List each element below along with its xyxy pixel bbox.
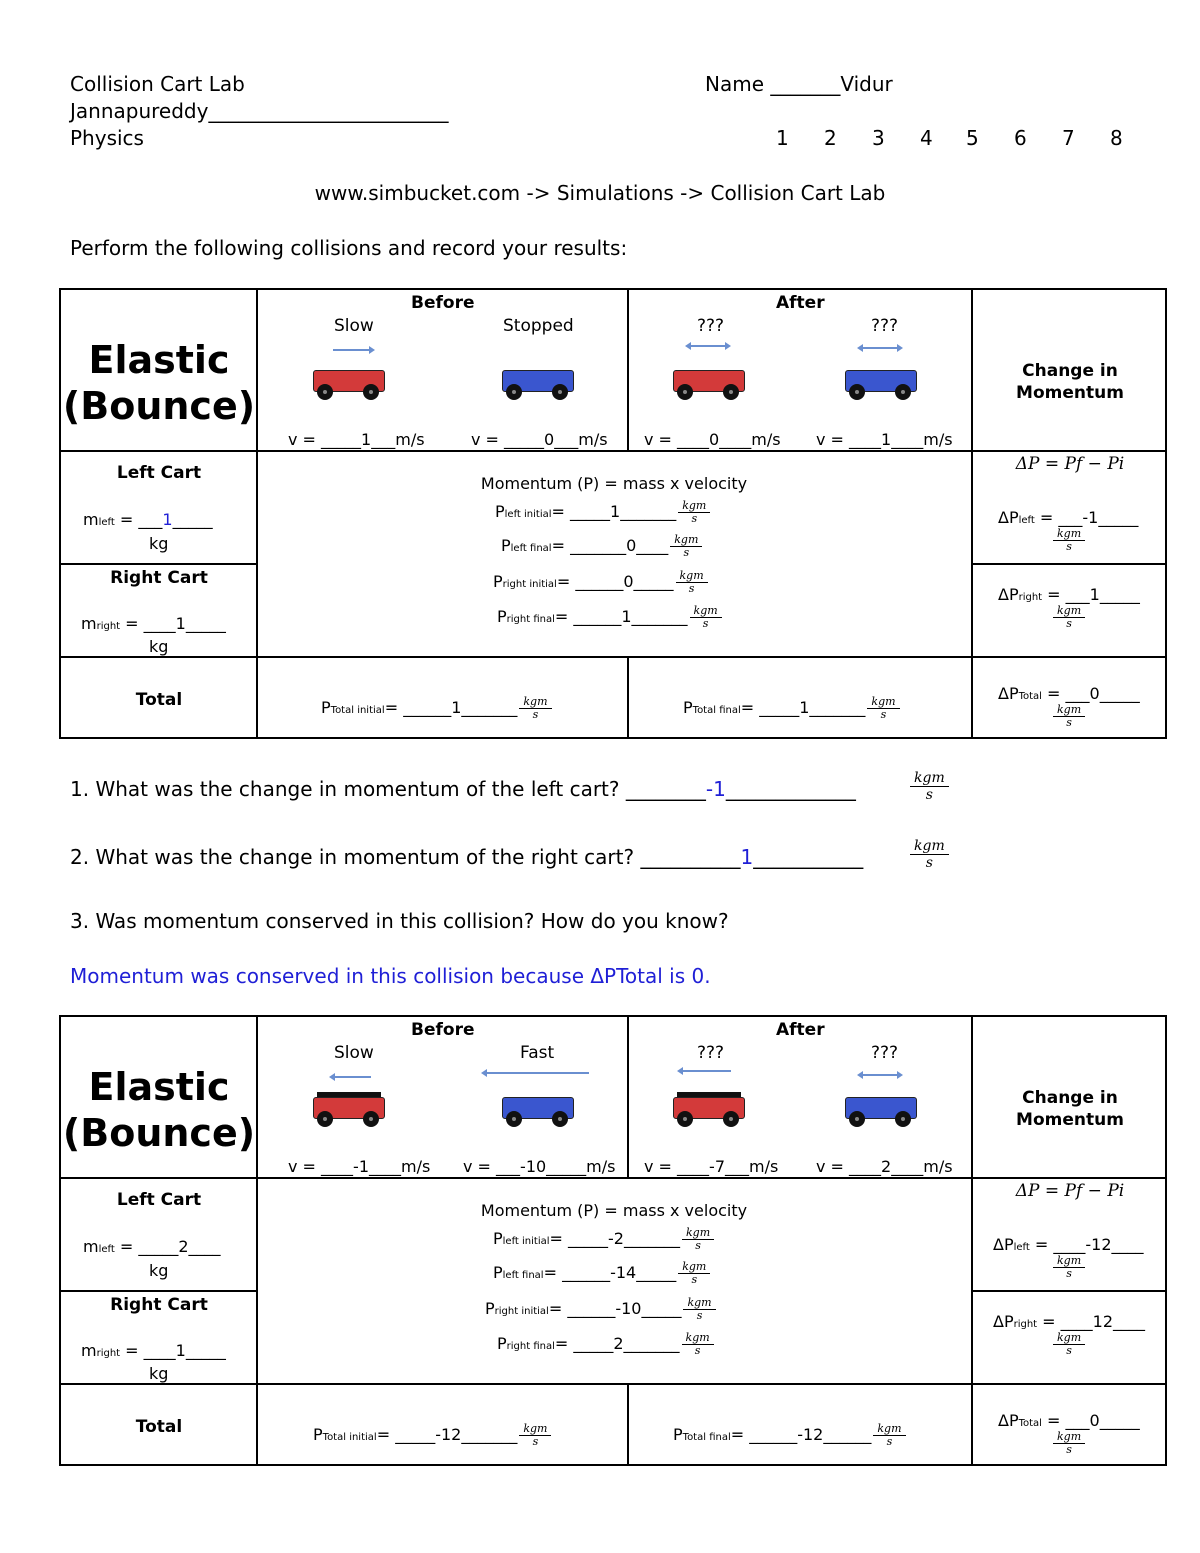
unit xyxy=(683,1297,715,1322)
unit-num: kgm xyxy=(519,1423,551,1436)
sub: Total xyxy=(1018,691,1042,702)
answer-3: Momentum was conserved in this collision because ΔPTotal is 0. xyxy=(70,964,711,988)
m-symbol: m xyxy=(83,510,99,529)
left-cart-label: Left Cart xyxy=(116,463,202,483)
before-label: Before xyxy=(411,293,475,313)
unit-den: s xyxy=(925,855,933,871)
right-cart-label: Right Cart xyxy=(110,568,208,588)
unit xyxy=(690,605,722,630)
type-line-1: Elastic xyxy=(88,1065,230,1109)
m-symbol: m xyxy=(83,1237,99,1256)
type-line-2: (Bounce) xyxy=(62,1111,256,1155)
simbucket-link: www.simbucket.com -> Simulations -> Collision Cart Lab xyxy=(314,181,886,205)
unit xyxy=(519,696,551,721)
unit-num: kgm xyxy=(670,534,702,547)
collision-table-1 xyxy=(59,288,1167,739)
left-cart-icon xyxy=(673,370,745,398)
unit-num: kgm xyxy=(519,696,551,709)
unit xyxy=(670,534,702,559)
unit xyxy=(1051,1431,1085,1456)
value: = ___-1_____ xyxy=(1034,508,1139,527)
v-before-left: v = _____1___m/s xyxy=(288,430,425,449)
m-symbol: m xyxy=(81,614,97,633)
unit xyxy=(1051,704,1085,729)
unit-num: kgm xyxy=(1053,1431,1085,1444)
before-label: Before xyxy=(411,1020,475,1040)
unit-num: kgm xyxy=(910,770,949,787)
period-8: 8 xyxy=(1110,126,1123,150)
unit-den: s xyxy=(886,1435,893,1448)
left-cart-icon xyxy=(313,1097,385,1125)
v-before-right: v = _____0___m/s xyxy=(471,430,608,449)
period-4: 4 xyxy=(920,126,933,150)
unit xyxy=(678,500,710,525)
sub: left final xyxy=(510,543,552,554)
value: = ______-12______ xyxy=(730,1425,872,1444)
kg-label: kg xyxy=(149,534,169,553)
collision-type xyxy=(61,337,257,429)
left-cart-icon xyxy=(313,370,385,398)
kg-label: kg xyxy=(149,637,169,656)
value: = ___0_____ xyxy=(1041,1411,1140,1430)
after-right-speed: ??? xyxy=(871,1043,899,1063)
value: = ___1_____ xyxy=(1042,585,1140,604)
unit-num: kgm xyxy=(873,1423,905,1436)
q1-tail: _____________ xyxy=(725,777,856,801)
unit-den: s xyxy=(702,617,709,630)
sub: Total final xyxy=(682,1432,731,1443)
value: = ______-10_____ xyxy=(548,1299,682,1318)
sub: Total initial xyxy=(322,1432,377,1443)
unit-den: s xyxy=(691,512,698,525)
question-3: 3. Was momentum conserved in this collision? How do you know? xyxy=(70,909,729,933)
dp-total: ΔPTotal = ___0_____ xyxy=(998,1411,1140,1430)
right-cart-icon xyxy=(845,370,917,398)
unit xyxy=(908,838,949,871)
v-before-right: v = ___-10_____m/s xyxy=(463,1157,616,1176)
p-left-final: Pleft final= ______-14_____ $\frac{\text{kgm}}{s}$ xyxy=(493,1261,710,1286)
velocity-arrow xyxy=(683,1070,731,1072)
period-7: 7 xyxy=(1062,126,1075,150)
period-2: 2 xyxy=(824,126,837,150)
unit xyxy=(873,1423,905,1448)
v-after-right: v = ____1____m/s xyxy=(816,430,953,449)
left-cart-icon xyxy=(673,1097,745,1125)
unit-num: kgm xyxy=(683,1297,715,1310)
delta-p-formula: ΔP = Pf − Pi xyxy=(1015,1181,1125,1201)
sub: right final xyxy=(506,1341,555,1352)
right-cart-icon xyxy=(502,370,574,398)
unit xyxy=(676,570,708,595)
after-left-speed: ??? xyxy=(697,316,725,336)
m-sub: left xyxy=(98,1244,115,1255)
value: = ______1_______ xyxy=(554,607,688,626)
value: = ______1_______ xyxy=(384,698,518,717)
sub: left initial xyxy=(502,1236,550,1247)
right-mass xyxy=(81,1341,226,1360)
momentum-formula: Momentum (P) = mass x velocity xyxy=(480,474,748,493)
period-1: 1 xyxy=(776,126,789,150)
m-post: _____ xyxy=(172,510,213,529)
sub: right xyxy=(1018,592,1043,603)
instruction: Perform the following collisions and record your results: xyxy=(70,236,628,260)
subject: Physics xyxy=(70,126,144,150)
dp-left: ΔPleft = ____-12____ xyxy=(993,1235,1144,1254)
value: = _______0____ xyxy=(551,536,669,555)
after-right-speed: ??? xyxy=(871,316,899,336)
delta-p-formula: ΔP = Pf − Pi xyxy=(1015,454,1125,474)
value: = ______-14_____ xyxy=(543,1263,677,1282)
unit-den: s xyxy=(1066,617,1072,630)
unit-den: s xyxy=(925,787,933,803)
dp-right: ΔPright = ___1_____ xyxy=(998,585,1140,604)
kg-label: kg xyxy=(149,1261,169,1280)
velocity-arrow xyxy=(691,345,727,347)
p-total-initial: PTotal initial= _____-12_______ $\frac{\text{kgm}}{s}$ xyxy=(313,1423,551,1448)
p-total-initial: PTotal initial= ______1_______ $\frac{\text{kgm}}{s}$ xyxy=(321,696,552,721)
value: = _____-12_______ xyxy=(376,1425,518,1444)
velocity-arrow xyxy=(863,347,899,349)
before-left-speed: Slow xyxy=(334,1043,374,1063)
after-label: After xyxy=(776,1020,825,1040)
unit-den: s xyxy=(696,1309,703,1322)
value: = _____-2_______ xyxy=(549,1229,680,1248)
unit-num: kgm xyxy=(682,1227,714,1240)
unit-num: kgm xyxy=(676,570,708,583)
m-eq: = ___ xyxy=(114,510,163,529)
unit-num: kgm xyxy=(678,1261,710,1274)
dp-right: ΔPright = ____12____ xyxy=(993,1312,1146,1331)
change-in-momentum xyxy=(973,1087,1167,1131)
after-label: After xyxy=(776,293,825,313)
value: = ____12____ xyxy=(1037,1312,1146,1331)
m-symbol: m xyxy=(81,1341,97,1360)
p-left-final: Pleft final= _______0____ $\frac{\text{kgm}}{s}$ xyxy=(501,534,702,559)
dp-left: ΔPleft = ___-1_____ xyxy=(998,508,1139,527)
sub: left xyxy=(1018,515,1035,526)
before-left-speed: Slow xyxy=(334,316,374,336)
unit-den: s xyxy=(683,546,690,559)
dp-total: ΔPTotal = ___0_____ xyxy=(998,684,1140,703)
unit-den: s xyxy=(1066,540,1072,553)
unit-den: s xyxy=(532,708,539,721)
value: = _____1_______ xyxy=(740,698,866,717)
velocity-arrow xyxy=(333,349,369,351)
collision-type xyxy=(61,1064,257,1156)
student-name: Name _______Vidur xyxy=(705,72,893,96)
sub: right final xyxy=(506,614,555,625)
collision-table-2 xyxy=(59,1015,1167,1466)
value: = _____2_______ xyxy=(554,1334,680,1353)
p-right-initial: Pright initial= ______-10_____ $\frac{\text{kgm}}{s}$ xyxy=(485,1297,716,1322)
unit-den: s xyxy=(1066,1267,1072,1280)
unit-num: kgm xyxy=(690,605,722,618)
unit xyxy=(1051,1332,1085,1357)
change-label-2: Momentum xyxy=(1016,1110,1124,1130)
total-label: Total xyxy=(135,1417,183,1437)
sub: Total final xyxy=(692,705,741,716)
kg-label: kg xyxy=(149,1364,169,1383)
unit-den: s xyxy=(532,1435,539,1448)
value: = ____-12____ xyxy=(1029,1235,1144,1254)
sub: right initial xyxy=(502,579,557,590)
q1-answer: -1 xyxy=(705,777,726,801)
unit xyxy=(682,1332,714,1357)
unit-den: s xyxy=(691,1273,698,1286)
left-cart-label: Left Cart xyxy=(116,1190,202,1210)
unit xyxy=(908,770,949,803)
momentum-formula: Momentum (P) = mass x velocity xyxy=(480,1201,748,1220)
p-right-initial: Pright initial= ______0_____ $\frac{\text{kgm}}{s}$ xyxy=(493,570,708,595)
value: = ______0_____ xyxy=(556,572,674,591)
lab-title: Collision Cart Lab xyxy=(70,72,245,96)
period-5: 5 xyxy=(966,126,979,150)
p-total-final: PTotal final= _____1_______ $\frac{\text{kgm}}{s}$ xyxy=(683,696,900,721)
type-line-2: (Bounce) xyxy=(62,384,256,428)
v-after-right: v = ____2____m/s xyxy=(816,1157,953,1176)
p-right-final: Pright final= ______1_______ $\frac{\text{kgm}}{s}$ xyxy=(497,605,722,630)
unit-num: kgm xyxy=(1053,704,1085,717)
total-label: Total xyxy=(135,690,183,710)
type-line-1: Elastic xyxy=(88,338,230,382)
q2-tail: ___________ xyxy=(753,845,864,869)
v-after-left: v = ____-7___m/s xyxy=(644,1157,779,1176)
unit-num: kgm xyxy=(1053,528,1085,541)
unit xyxy=(867,696,899,721)
change-label-2: Momentum xyxy=(1016,383,1124,403)
unit-num: kgm xyxy=(678,500,710,513)
question-1 xyxy=(70,777,856,801)
unit xyxy=(1051,1255,1085,1280)
velocity-arrow xyxy=(863,1074,899,1076)
right-cart-icon xyxy=(502,1097,574,1125)
m-sub: left xyxy=(98,517,115,528)
unit-den: s xyxy=(688,582,695,595)
left-mass xyxy=(83,510,213,529)
sub: left final xyxy=(502,1270,544,1281)
unit xyxy=(682,1227,714,1252)
m-right-value: = ____1_____ xyxy=(120,614,226,633)
unit-num: kgm xyxy=(1053,1255,1085,1268)
p-right-final: Pright final= _____2_______ $\frac{\text{kgm}}{s}$ xyxy=(497,1332,714,1357)
sub: Total initial xyxy=(330,705,385,716)
sub: right initial xyxy=(494,1306,549,1317)
question-2 xyxy=(70,845,863,869)
sub: left initial xyxy=(504,509,552,520)
period-6: 6 xyxy=(1014,126,1027,150)
unit-den: s xyxy=(694,1344,701,1357)
right-cart-label: Right Cart xyxy=(110,1295,208,1315)
sub: right xyxy=(1013,1319,1038,1330)
unit-den: s xyxy=(1066,1443,1072,1456)
unit-num: kgm xyxy=(682,1332,714,1345)
right-mass xyxy=(81,614,226,633)
right-cart-icon xyxy=(845,1097,917,1125)
left-mass xyxy=(83,1237,221,1256)
sub: Total xyxy=(1018,1418,1042,1429)
unit-num: kgm xyxy=(867,696,899,709)
unit xyxy=(1051,605,1085,630)
value: = ___0_____ xyxy=(1041,684,1140,703)
period-3: 3 xyxy=(872,126,885,150)
q2-answer: 1 xyxy=(740,845,754,869)
p-total-final: PTotal final= ______-12______ $\frac{\text{kgm}}{s}$ xyxy=(673,1423,906,1448)
unit-den: s xyxy=(1066,1344,1072,1357)
after-left-speed: ??? xyxy=(697,1043,725,1063)
unit-den: s xyxy=(695,1239,701,1252)
m-left-value: 1 xyxy=(162,510,173,529)
m-left-value: = _____2____ xyxy=(114,1237,221,1256)
unit xyxy=(1051,528,1085,553)
m-sub: right xyxy=(96,621,121,632)
period-numbers xyxy=(776,126,1123,150)
m-sub: right xyxy=(96,1348,121,1359)
p-left-initial: Pleft initial= _____-2_______ $\frac{\text{kgm}}{s}$ xyxy=(493,1227,714,1252)
unit-den: s xyxy=(1066,716,1072,729)
unit-num: kgm xyxy=(910,838,949,855)
unit xyxy=(678,1261,710,1286)
velocity-arrow xyxy=(487,1072,589,1074)
change-in-momentum xyxy=(973,360,1167,404)
m-right-value: = ____1_____ xyxy=(120,1341,226,1360)
change-label-1: Change in xyxy=(1022,1088,1118,1108)
v-after-left: v = ____0____m/s xyxy=(644,430,781,449)
sub: left xyxy=(1013,1242,1030,1253)
v-before-left: v = ____-1____m/s xyxy=(288,1157,431,1176)
unit-num: kgm xyxy=(1053,1332,1085,1345)
before-right-speed: Fast xyxy=(520,1043,555,1063)
change-label-1: Change in xyxy=(1022,361,1118,381)
value: = _____1_______ xyxy=(551,502,677,521)
q1-text: 1. What was the change in momentum of the left cart? ________ xyxy=(70,777,706,801)
p-left-initial: Pleft initial= _____1_______ $\frac{\text{kgm}}{s}$ xyxy=(495,500,710,525)
unit xyxy=(519,1423,551,1448)
q2-text: 2. What was the change in momentum of the right cart? __________ xyxy=(70,845,741,869)
unit-num: kgm xyxy=(1053,605,1085,618)
unit-den: s xyxy=(880,708,887,721)
velocity-arrow xyxy=(335,1076,371,1078)
before-right-speed: Stopped xyxy=(503,316,574,336)
student-name-cont: Jannapureddy________________________ xyxy=(70,99,449,123)
